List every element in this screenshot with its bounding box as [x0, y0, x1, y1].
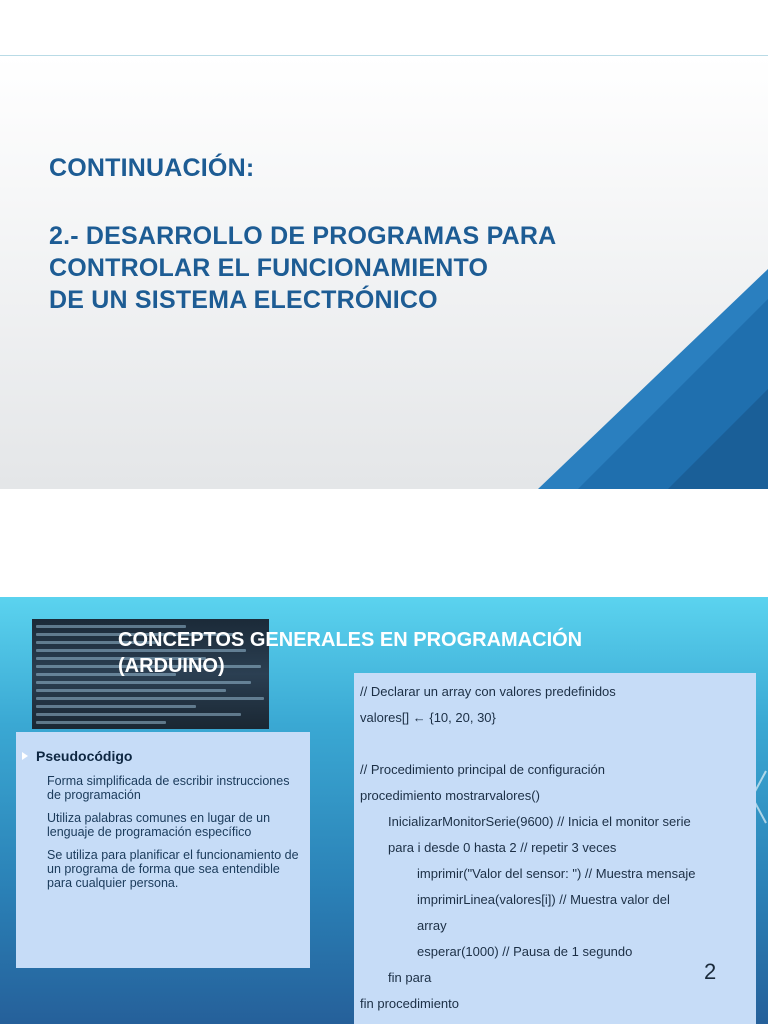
bullet-list — [47, 774, 305, 899]
code-line: esperar(1000) // Pausa de 1 segundo — [417, 944, 633, 959]
code-line: imprimir("Valor del sensor: ") // Muestra mensaje — [417, 866, 696, 881]
code-line — [360, 731, 756, 757]
title-line-3: CONTROLAR EL FUNCIONAMIENTO — [49, 254, 489, 282]
code-line: imprimirLinea(valores[i]) // Muestra valor del — [417, 892, 670, 907]
code-line: para i desde 0 hasta 2 // repetir 3 veces — [388, 840, 617, 855]
title-slide — [0, 55, 768, 489]
title-line-2: (ARDUINO) — [118, 655, 225, 677]
slide-title — [49, 152, 689, 316]
title-line-2: 2.- DESARROLLO DE PROGRAMAS PARA — [49, 222, 557, 250]
code-line: // Procedimiento principal de configuración — [360, 762, 605, 777]
code-line: fin para — [388, 970, 432, 985]
bullet-item: Forma simplificada de escribir instrucciones de programación — [47, 774, 290, 802]
bullet-heading — [22, 748, 132, 764]
bullet-item: Utiliza palabras comunes en lugar de un lenguaje de programación específico — [47, 811, 271, 839]
pseudocode-example-box — [354, 673, 756, 1024]
pseudocode-definition-box — [16, 732, 310, 968]
code-line: array — [417, 918, 447, 933]
code-line: procedimiento mostrarvalores() — [360, 788, 540, 803]
code-line: fin procedimiento — [360, 996, 459, 1011]
bullet-heading-text: Pseudocódigo — [36, 748, 133, 764]
code-listing — [360, 679, 756, 1017]
bullet-item: Se utiliza para planificar el funcionamiento de un programa de forma que sea entendible para cualquier persona. — [47, 848, 299, 890]
code-line: valores[] ← {10, 20, 30} — [360, 710, 496, 725]
content-slide — [0, 597, 768, 1024]
bullet-triangle-icon — [22, 752, 28, 760]
code-line: // Declarar un array con valores predefinidos — [360, 684, 616, 699]
page-number: 2 — [704, 959, 717, 984]
slide-title — [118, 627, 678, 679]
title-line-1: CONCEPTOS GENERALES EN PROGRAMACIÓN — [118, 629, 583, 651]
code-line: InicializarMonitorSerie(9600) // Inicia el monitor serie — [388, 814, 691, 829]
title-line-1: CONTINUACIÓN: — [49, 154, 255, 182]
title-line-4: DE UN SISTEMA ELECTRÓNICO — [49, 286, 438, 314]
